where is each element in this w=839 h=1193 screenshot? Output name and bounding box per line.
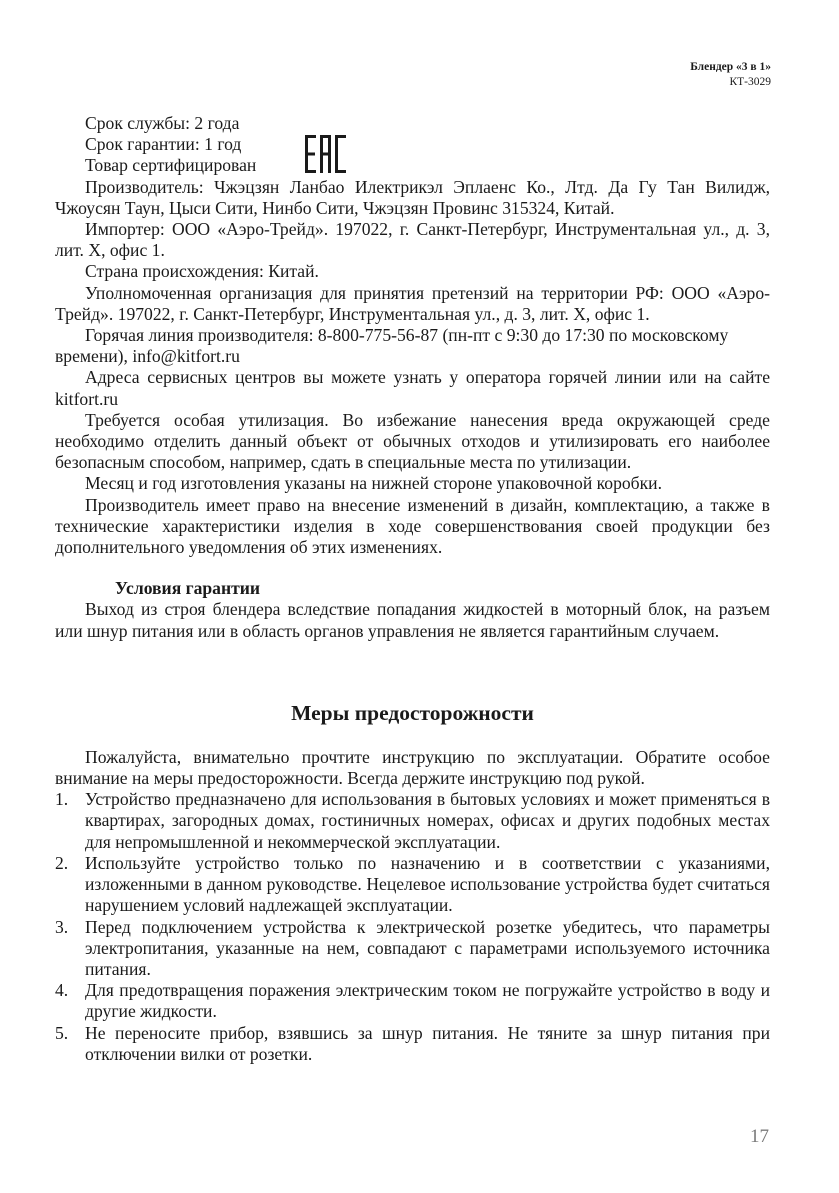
list-item bbox=[55, 789, 770, 853]
list-item bbox=[55, 1023, 770, 1065]
list-item-number: 1. bbox=[55, 789, 69, 810]
list-item-number: 4. bbox=[55, 980, 69, 1001]
changes-right-paragraph: Производитель имеет право на внесение изменений в дизайн, комплектацию, а также в технические характеристики изделия в ходе совершенствования своей продукции без дополнительного уведомления об этих изменениях. bbox=[55, 494, 770, 558]
list-item bbox=[55, 853, 770, 917]
precautions-intro: Пожалуйста, внимательно прочтите инструкцию по эксплуатации. Обратите особое внимание на меры предосторожности. Всегда держите инструкцию под рукой. bbox=[55, 746, 770, 789]
disposal-paragraph: Требуется особая утилизация. Во избежание нанесения вреда окружающей среде необходимо отделить данный объект от обычных отходов и утилизировать его наиболее безопасным способом, например, сдать в специальные места по утилизации. bbox=[55, 409, 770, 473]
warranty-conditions-heading: Условия гарантии bbox=[115, 578, 261, 599]
list-item-text: Не переносите прибор, взявшись за шнур питания. Не тяните за шнур питания при отключении вилки от розетки. bbox=[85, 1022, 770, 1064]
warranty-period-line: Срок гарантии: 1 год bbox=[85, 134, 242, 155]
list-item-text: Устройство предназначено для использования в бытовых условиях и может применяться в квартирах, загородных домах, гостиничных номерах, офисах и других подобных местах для непромышленной и некоммерческой эксплуатации. bbox=[85, 789, 770, 852]
hotline-paragraph: Горячая линия производителя: 8-800-775-56-87 (пн-пт с 9:30 до 17:30 по московскому времени), info@kitfort.ru bbox=[55, 325, 729, 367]
authorized-organization-paragraph: Уполномоченная организация для принятия претензий на территории РФ: ООО «Аэро-Трейд». 197022, г. Санкт-Петербург, Инструментальная ул., д. 3, лит. Х, офис 1. bbox=[55, 282, 770, 324]
page-number: 17 bbox=[750, 1126, 769, 1147]
list-item-number: 2. bbox=[55, 852, 69, 873]
manufacturer-paragraph: Производитель: Чжэцзян Ланбао Илектрикэл Эплаенс Ко., Лтд. Да Гу Тан Вилидж, Чжоусян Таун, Цыси Сити, Нинбо Сити, Чжэцзян Провинс 315324, Китай. bbox=[55, 176, 770, 218]
list-item-text: Используйте устройство только по назначению и в соответствии с указаниями, изложенными в данном руководстве. Нецелевое использование устройства будет считаться нарушением условий надлежащей эксплуатации. bbox=[85, 852, 770, 916]
service-centers-paragraph: Адреса сервисных центров вы можете узнать у оператора горячей линии или на сайте kitfort.ru bbox=[55, 367, 770, 409]
manufacture-date-paragraph: Месяц и год изготовления указаны на нижней стороне упаковочной коробки. bbox=[85, 473, 662, 494]
list-item bbox=[55, 917, 770, 981]
certification-block bbox=[55, 113, 770, 177]
list-item-number: 5. bbox=[55, 1022, 69, 1043]
certified-line: Товар сертифицирован bbox=[85, 155, 257, 176]
product-title: Блендер «3 в 1» bbox=[690, 61, 771, 73]
model-number: КТ-3029 bbox=[729, 76, 771, 88]
warranty-conditions-text: Выход из строя блендера вследствие попадания жидкостей в моторный блок, на разъем или шнур питания или в область органов управления не является гарантийным случаем. bbox=[55, 599, 770, 641]
eac-mark-icon bbox=[305, 135, 347, 173]
list-item-text: Перед подключением устройства к электрической розетке убедитесь, что параметры электропитания, указанные на нем, совпадают с параметрами используемого источника питания. bbox=[85, 916, 770, 979]
document-body bbox=[55, 113, 770, 1065]
importer-paragraph: Импортер: ООО «Аэро-Трейд». 197022, г. Санкт-Петербург, Инструментальная ул., д. 3, лит. Х, офис 1. bbox=[55, 219, 770, 261]
precautions-list bbox=[55, 789, 770, 1065]
list-item-number: 3. bbox=[55, 916, 69, 937]
origin-country-paragraph: Страна происхождения: Китай. bbox=[85, 261, 319, 282]
service-life-line: Срок службы: 2 года bbox=[85, 113, 240, 133]
list-item bbox=[55, 980, 770, 1022]
page-header bbox=[690, 60, 771, 90]
precautions-title: Меры предосторожности bbox=[291, 700, 534, 725]
list-item-text: Для предотвращения поражения электрическим током не погружайте устройство в воду и другие жидкости. bbox=[85, 980, 770, 1022]
